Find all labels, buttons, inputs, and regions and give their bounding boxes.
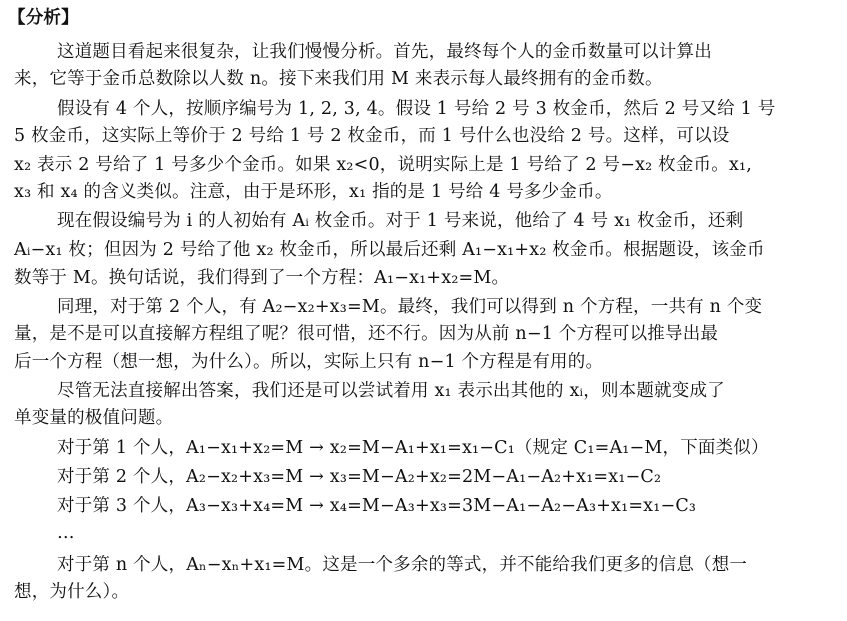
text-line: 假设有 4 个人，按顺序编号为 1, 2, 3, 4。假设 1 号给 2 号 3 枚金币，然后 2 号又给 1 号 (57, 99, 776, 119)
text-line: 量，是不是可以直接解方程组了呢？很可惜，还不行。因为从前 n−1 个方程可以推导出最 (14, 324, 719, 344)
text-line: x₂ 表示 2 号给了 1 号多少个金币。如果 x₂<0，说明实际上是 1 号给了 2 号−x₂ 枚金币。x₁, (14, 155, 752, 175)
text-line: 数等于 M。换句话说，我们得到了一个方程：A₁−x₁+x₂=M。 (14, 268, 510, 288)
text-line: 来，它等于金币总数除以人数 n。接下来我们用 M 来表示每人最终拥有的金币数。 (14, 69, 663, 89)
text-line: 尽管无法直接解出答案，我们还是可以尝试着用 x₁ 表示出其他的 xᵢ，则本题就变成了 (57, 381, 725, 401)
text-line: 后一个方程（想一想，为什么）。所以，实际上只有 n−1 个方程是有用的。 (14, 352, 604, 372)
text-line: 同理，对于第 2 个人，有 A₂−x₂+x₃=M。最终，我们可以得到 n 个方程，一共有 n 个变 (57, 297, 763, 317)
text-line: 这道题目看起来很复杂，让我们慢慢分析。首先，最终每个人的金币数量可以计算出 (57, 42, 712, 62)
text-line: Aᵢ−x₁ 枚；但因为 2 号给了他 x₂ 枚金币，所以最后还剩 A₁−x₁+x₂ 枚金币。根据题设，该金币 (14, 240, 765, 260)
ellipsis-line: … (57, 523, 75, 543)
text-line: 现在假设编号为 i 的人初始有 Aᵢ 枚金币。对于 1 号来说，他给了 4 号 x₁ 枚金币，还剩 (57, 211, 744, 231)
text-line: 5 枚金币，这实际上等价于 2 号给 1 号 2 枚金币，而 1 号什么也没给 2 号。这样，可以设 (14, 126, 730, 146)
formula-line: 对于第 2 个人，A₂−x₂+x₃=M → x₃=M−A₂+x₂=2M−A₁−A₂+x₁=x₁−C₂ (57, 467, 662, 487)
section-heading: 【分析】 (8, 8, 79, 28)
text-line: 单变量的极值问题。 (14, 408, 174, 428)
formula-line: 对于第 3 个人，A₃−x₃+x₄=M → x₄=M−A₃+x₃=3M−A₁−A₂−A₃+x₁=x₁−C₃ (57, 496, 697, 516)
formula-line: 对于第 1 个人，A₁−x₁+x₂=M → x₂=M−A₁+x₁=x₁−C₁（规定 C₁=A₁−M，下面类似） (57, 438, 769, 458)
text-line: 想，为什么）。 (14, 582, 130, 602)
text-line: x₃ 和 x₄ 的含义类似。注意，由于是环形，x₁ 指的是 1 号给 4 号多少金币。 (14, 182, 613, 202)
text-line: 对于第 n 个人，Aₙ−xₙ+x₁=M。这是一个多余的等式，并不能给我们更多的信息（想一 (57, 555, 748, 575)
